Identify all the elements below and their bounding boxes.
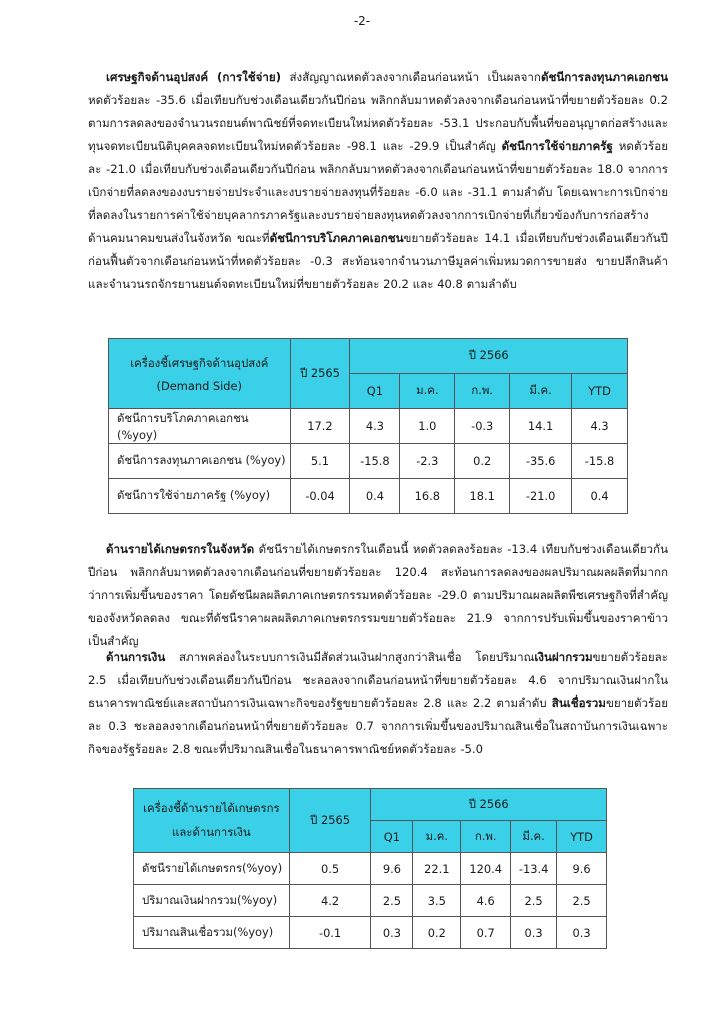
- header-feb: ก.พ.: [461, 821, 511, 853]
- header-label-line2: (Demand Side): [156, 378, 242, 393]
- cell: 5.1: [290, 444, 350, 479]
- text: หดตัวร้อยละ -21.0 เมื่อเทียบกับช่วงเดือนเดียวกันปีก่อน พลิกกลับมาหดตัวลงจากเดือนก่อนหน้าที่ขยายตัวร้อยละ 18.0 จากการเบิกจ่ายที่ลดลงของงบรายจ่ายประจำและงบรายจ่ายลงทุนที่ร้อยละ -6.0 และ -31.1 ตามลำดับ โดยเฉพาะการเบิกจ่ายที่ลดลงในรายการค่าใช้จ่ายบุคลากรภาครัฐและงบรายจ่ายลงทุนหดตัวลงจากการเบิกจ่ายที่เกี่ยวข้องกับการก่อสร้างด้านคมนาคมขนส่งในจังหวัด ขณะที่: [88, 139, 668, 245]
- row-label: ดัชนีการบริโภคภาคเอกชน (%yoy): [109, 409, 291, 444]
- cell: -0.1: [289, 917, 371, 949]
- header-ytd: YTD: [572, 374, 628, 409]
- heading-farm-income: ด้านรายได้เกษตรกรในจังหวัด: [106, 542, 255, 556]
- cell: 0.3: [557, 917, 607, 949]
- cell: 2.5: [511, 885, 557, 917]
- header-q1: Q1: [350, 374, 400, 409]
- cell: 0.5: [289, 853, 371, 885]
- table-row: [109, 479, 628, 514]
- term-total-credit: สินเชื่อรวม: [551, 696, 606, 710]
- table-row: [134, 885, 607, 917]
- cell: -0.04: [290, 479, 350, 514]
- table-row: [134, 917, 607, 949]
- cell: 0.2: [413, 917, 461, 949]
- page-number: -2-: [353, 14, 371, 28]
- table-row: [109, 409, 628, 444]
- cell: 9.6: [371, 853, 413, 885]
- term-private-consumption: ดัชนีการบริโภคภาคเอกชน: [269, 231, 404, 245]
- paragraph-demand-side: [88, 66, 668, 296]
- cell: 0.7: [461, 917, 511, 949]
- cell: 16.8: [400, 479, 455, 514]
- cell: 0.3: [371, 917, 413, 949]
- cell: 22.1: [413, 853, 461, 885]
- cell: 1.0: [400, 409, 455, 444]
- heading-finance: ด้านการเงิน: [106, 650, 166, 664]
- cell: 4.3: [572, 409, 628, 444]
- header-year-2566: ปี 2566: [371, 789, 607, 821]
- row-label: ดัชนีการใช้จ่ายภาครัฐ (%yoy): [109, 479, 291, 514]
- header-label-line1: เครื่องชี้เศรษฐกิจด้านอุปสงค์: [130, 355, 269, 370]
- header-mar: มี.ค.: [511, 821, 557, 853]
- heading-demand-side: เศรษฐกิจด้านอุปสงค์ (การใช้จ่าย): [106, 70, 281, 84]
- cell: 4.2: [289, 885, 371, 917]
- text: ส่งสัญญาณหดตัวลงจากเดือนก่อนหน้า เป็นผลจาก: [281, 70, 541, 84]
- text: ขยายตัวร้อยละ 0.3 ชะลอลงจากเดือนก่อนหน้าที่ขยายตัวร้อยละ 0.7 จากการเพิ่มขึ้นของปริมาณสินเชื่อในสถาบันการเงินเฉพาะกิจของรัฐร้อยละ 2.8 ขณะที่ปริมาณสินเชื่อในธนาคารพาณิชย์หดตัวร้อยละ -5.0: [88, 696, 668, 756]
- header-label-line1: เครื่องชี้ด้านรายได้เกษตรกร: [143, 800, 280, 815]
- text: สภาพคล่องในระบบการเงินมีสัดส่วนเงินฝากสูงกว่าสินเชื่อ โดยปริมาณ: [165, 650, 535, 664]
- text: ดัชนีรายได้เกษตรกรในเดือนนี้ หดตัวลดลงร้อยละ -13.4 เทียบกับช่วงเดือนเดียวกันปีก่อน พลิกกลับมาหดตัวลงจากเดือนก่อนที่ขยายตัวร้อยละ 120.4 สะท้อนการลดลงของผลปริมาณผลผลิตที่มากกว่าการเพิ่มขึ้นของราคา โดยดัชนีผลผลิตภาคเกษตรกรรมหดตัวร้อยละ -29.0 ตามปริมาณผลผลิตพืชเศรษฐกิจที่สำคัญของจังหวัดลดลง ขณะที่ดัชนีราคาผลผลิตภาคเกษตรกรรมขยายตัวร้อยละ 21.9 จากการปรับเพิ่มขึ้นของราคาข้าว เป็นสำคัญ: [88, 542, 668, 648]
- term-private-investment: ดัชนีการลงทุนภาคเอกชน: [540, 70, 668, 84]
- demand-side-table: [108, 338, 628, 514]
- cell: 14.1: [510, 409, 572, 444]
- cell: 0.2: [455, 444, 510, 479]
- cell: 9.6: [557, 853, 607, 885]
- row-label: ดัชนีการลงทุนภาคเอกชน (%yoy): [109, 444, 291, 479]
- table-header-indicator: [109, 339, 291, 409]
- row-label: ดัชนีรายได้เกษตรกร(%yoy): [134, 853, 290, 885]
- cell: 4.3: [350, 409, 400, 444]
- cell: -35.6: [510, 444, 572, 479]
- text: ขยายตัวร้อยละ 2.5 เมื่อเทียบกับช่วงเดือนเดียวกันปีก่อน ชะลอลงจากเดือนก่อนหน้าที่ขยายตัวร้อยละ 4.6 จากปริมาณเงินฝากในธนาคารพาณิชย์และสถาบันการเงินเฉพาะกิจของรัฐขยายตัวร้อยละ 2.8 และ 2.2 ตามลำดับ: [88, 650, 668, 710]
- cell: 4.6: [461, 885, 511, 917]
- header-jan: ม.ค.: [400, 374, 455, 409]
- term-government-spending: ดัชนีการใช้จ่ายภาครัฐ: [501, 139, 613, 153]
- cell: 120.4: [461, 853, 511, 885]
- cell: -21.0: [510, 479, 572, 514]
- cell: -2.3: [400, 444, 455, 479]
- cell: 0.4: [572, 479, 628, 514]
- header-feb: ก.พ.: [455, 374, 510, 409]
- table-row: [109, 444, 628, 479]
- table-row: [134, 853, 607, 885]
- header-year-2565: ปี 2565: [290, 339, 350, 409]
- paragraph-finance: [88, 646, 668, 761]
- header-q1: Q1: [371, 821, 413, 853]
- table-header-indicator: [134, 789, 290, 853]
- cell: -15.8: [572, 444, 628, 479]
- header-year-2566: ปี 2566: [350, 339, 628, 374]
- term-total-deposits: เงินฝากรวม: [534, 650, 593, 664]
- header-year-2565: ปี 2565: [289, 789, 371, 853]
- paragraph-farm-income: [88, 538, 668, 653]
- cell: -15.8: [350, 444, 400, 479]
- header-mar: มี.ค.: [510, 374, 572, 409]
- row-label: ปริมาณสินเชื่อรวม(%yoy): [134, 917, 290, 949]
- cell: -13.4: [511, 853, 557, 885]
- cell: 0.3: [511, 917, 557, 949]
- cell: 2.5: [557, 885, 607, 917]
- cell: 3.5: [413, 885, 461, 917]
- cell: 18.1: [455, 479, 510, 514]
- cell: 0.4: [350, 479, 400, 514]
- farm-income-finance-table: [133, 788, 607, 949]
- cell: 2.5: [371, 885, 413, 917]
- cell: -0.3: [455, 409, 510, 444]
- row-label: ปริมาณเงินฝากรวม(%yoy): [134, 885, 290, 917]
- header-ytd: YTD: [557, 821, 607, 853]
- header-jan: ม.ค.: [413, 821, 461, 853]
- cell: 17.2: [290, 409, 350, 444]
- text: หดตัวร้อยละ -35.6 เมื่อเทียบกับช่วงเดือนเดียวกันปีก่อน พลิกกลับมาหดตัวลงจากเดือนก่อนหน้าที่ขยายตัวร้อยละ 0.2 ตามการลดลงของจำนวนรถยนต์พาณิชย์ที่จดทะเบียนใหม่หดตัวร้อยละ -53.1 ประกอบกับพื้นที่ขออนุญาตก่อสร้างและทุนจดทะเบียนนิติบุคคลจดทะเบียนใหม่หดตัวร้อยละ -98.1 และ -29.9 เป็นสำคัญ: [88, 93, 668, 153]
- header-label-line2: และด้านการเงิน: [172, 824, 251, 839]
- text: ขยายตัวร้อยละ 14.1 เมื่อเทียบกับช่วงเดือนเดียวกันปีก่อนฟื้นตัวจากเดือนก่อนหน้าที่หดตัวร้อยละ -0.3 สะท้อนจากจำนวนภาษีมูลค่าเพิ่มหมวดการขายส่ง ขายปลีกสินค้าและจำนวนรถจักรยานยนต์จดทะเบียนใหม่ที่ขยายตัวร้อยละ 20.2 และ 40.8 ตามลำดับ: [88, 231, 668, 291]
